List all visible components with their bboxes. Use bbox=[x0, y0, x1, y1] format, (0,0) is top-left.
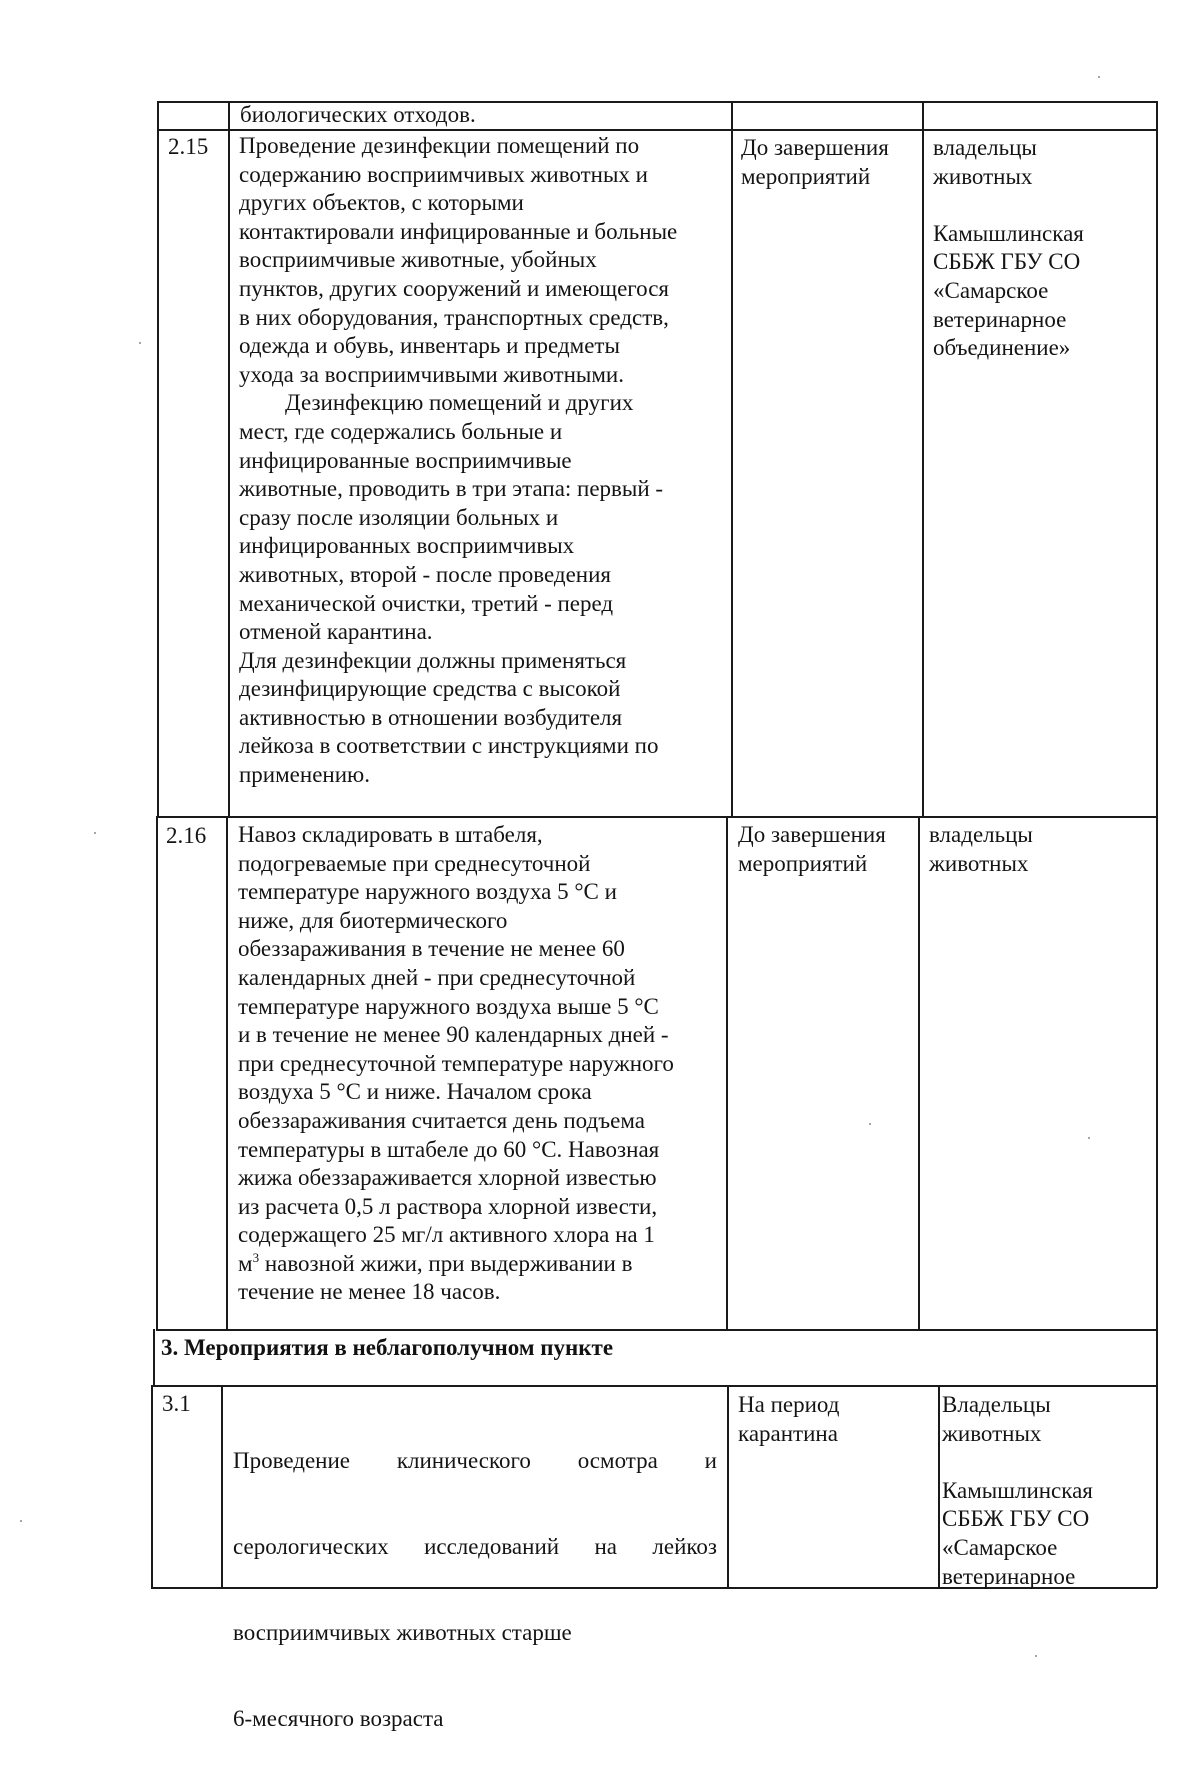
row-description-last-line: течение не менее 18 часов. bbox=[238, 1279, 501, 1304]
scan-speck bbox=[1098, 76, 1100, 78]
table-line bbox=[151, 1385, 153, 1588]
scan-speck bbox=[20, 1520, 22, 1522]
row-responsible: владельцы животных Камышлинская СББЖ ГБУ СО «Самарское ветеринарное объединение» bbox=[933, 135, 1084, 361]
row-number: 3.1 bbox=[162, 1391, 191, 1416]
row-description-line: восприимчивых животных старше bbox=[233, 1619, 572, 1645]
row-responsible: Владельцы животных Камышлинская СББЖ ГБУ СО «Самарское ветеринарное bbox=[942, 1392, 1093, 1589]
section-heading: 3. Мероприятия в неблагополучном пункте bbox=[161, 1335, 614, 1360]
table-line bbox=[918, 816, 920, 1329]
row-responsible: владельцы животных bbox=[929, 822, 1033, 876]
scan-speck bbox=[869, 1123, 871, 1125]
table-line bbox=[922, 101, 924, 816]
scan-speck bbox=[1088, 1137, 1090, 1139]
table-line bbox=[221, 1385, 223, 1588]
row-term: На период карантина bbox=[738, 1392, 840, 1446]
table-line bbox=[727, 1385, 729, 1588]
table-line bbox=[153, 1329, 155, 1385]
row-number: 2.15 bbox=[168, 134, 209, 159]
table-line bbox=[228, 101, 230, 816]
table-line bbox=[156, 816, 158, 1329]
table-line bbox=[156, 1329, 1157, 1331]
row-description: Навоз складировать в штабеля, подогреваемые при среднесуточной температуре наружного воздуха 5 °С и ниже, для биотермического обеззараживания в течение не менее 60 календарных дней - при среднесуточной температуре наружного воздуха выше 5 °С и в течение не менее 90 календарных дней - при среднесуточной температуре наружного воздуха 5 °С и ниже. Началом срока обеззараживания считается день подъема температуры в штабеле до 60 °С. Навозная жижа обеззараживается хлорной известью из расчета 0,5 л раствора хлорной извести, содержащего 25 мг/л активного хлора на 1 bbox=[238, 822, 674, 1248]
row-continuation-text: биологических отходов. bbox=[240, 102, 476, 127]
row-description: Проведение дезинфекции помещений по содержанию восприимчивых животных и других объектов, с которыми контактировали инфицированные и больные восприимчивые животные, убойных пунктов, других сооружений и имеющегося в них оборудования, транспортных средств, одежда и обувь, инвентарь и предметы ухода за восприимчивыми животными. Дезинфекцию помещений и других мест, где содержались больные и инфицированные восприимчивые животные, проводить в три этапа: первый - сразу после изоляции больных и инфицированных восприимчивых животных, второй - после проведения механической очистки, третий - перед отменой карантина. Для дезинфекции должны применяться дезинфицирующие средства с высокой активностью в отношении возбудителя лейкоза в соответствии с инструкциями по применению. bbox=[239, 133, 678, 788]
scan-speck bbox=[139, 342, 141, 344]
table-line bbox=[731, 101, 733, 816]
row-description-line: Проведение клинического осмотра и bbox=[233, 1448, 717, 1474]
table-line bbox=[938, 1385, 940, 1588]
row-number: 2.16 bbox=[166, 823, 207, 848]
table-line bbox=[157, 101, 159, 816]
row-term: До завершения мероприятий bbox=[741, 135, 889, 189]
table-line bbox=[153, 1385, 1157, 1387]
row-description-line: серологических исследований на лейкоз bbox=[233, 1533, 717, 1559]
table-line bbox=[1156, 101, 1158, 1588]
table-line bbox=[226, 816, 228, 1329]
row-description-line: 6-месячного возраста bbox=[233, 1705, 444, 1731]
scan-speck bbox=[94, 832, 96, 834]
row-term: До завершения мероприятий bbox=[738, 822, 886, 876]
row-description bbox=[233, 1390, 717, 1790]
scan-speck bbox=[1035, 1655, 1037, 1657]
table-line bbox=[726, 816, 728, 1329]
row-description-unit-line: $м^3$ навозной жижи, при выдерживании в bbox=[238, 1250, 633, 1276]
table-line bbox=[157, 816, 1157, 818]
